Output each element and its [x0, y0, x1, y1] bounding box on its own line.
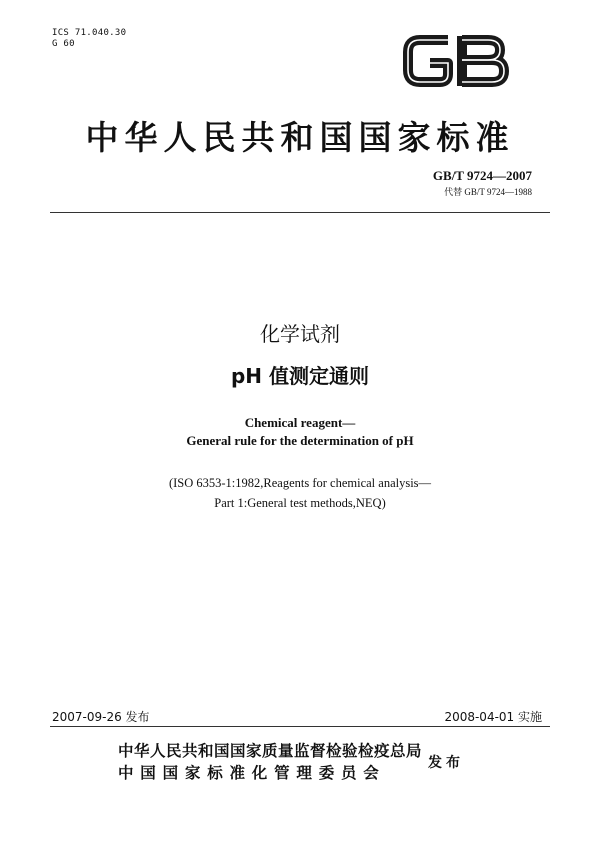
- standard-number-block: [433, 168, 532, 198]
- national-standard-title: 中华人民共和国国家标准: [85, 118, 515, 157]
- ccs-code: G 60: [52, 39, 75, 49]
- iso-reference-line1: (ISO 6353-1:1982,Reagents for chemical analysis—: [168, 476, 432, 490]
- iso-reference-line2: Part 1:General test methods,NEQ): [214, 496, 386, 510]
- ics-code: ICS 71.040.30: [52, 28, 127, 38]
- replaces-note: 代替 GB/T 9724—1988: [444, 187, 532, 197]
- authority-line1: 中华人民共和国国家质量监督检验检疫总局: [118, 742, 423, 760]
- implementation-date: 2008-04-01 实施: [444, 710, 542, 724]
- classification-codes: [52, 28, 126, 50]
- bottom-divider: [50, 726, 550, 727]
- publish-label: 发布: [428, 755, 464, 771]
- authority-names: [118, 740, 422, 784]
- cn-title-line1: 化学试剂: [260, 322, 340, 346]
- issue-date: 2007-09-26 发布: [52, 710, 150, 724]
- standard-number: GB/T 9724—2007: [432, 168, 532, 183]
- authority-line2: 中国国家标准化管理委员会: [118, 764, 386, 782]
- gb-logo: [400, 30, 512, 92]
- en-title-line1: Chemical reagent—: [244, 415, 356, 430]
- en-title-line2: General rule for the determination of pH: [186, 433, 414, 448]
- top-divider: [50, 212, 550, 213]
- cn-title-line2: pH 值测定通则: [230, 364, 370, 388]
